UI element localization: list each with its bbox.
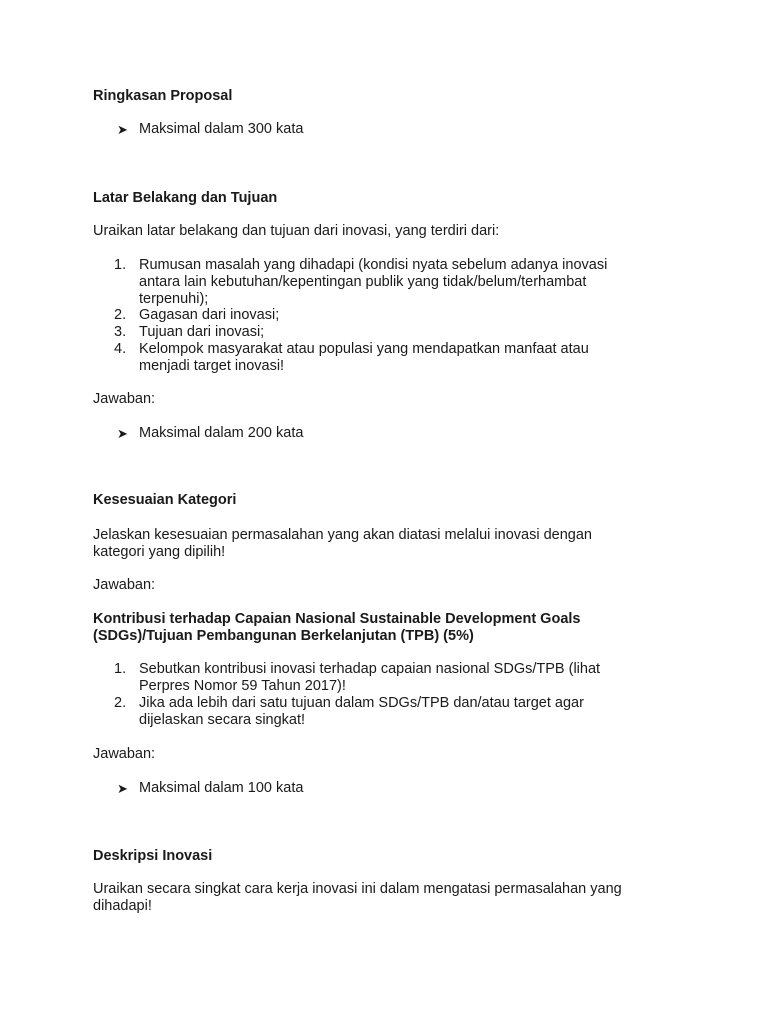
section-title-ringkasan-proposal: Ringkasan Proposal [93, 88, 233, 104]
list-item-line: dijelaskan secara singkat! [139, 712, 306, 728]
answer-label: Jawaban: [93, 746, 156, 762]
arrow-bullet-icon: ➤ [117, 426, 128, 441]
section-title-kesesuaian-kategori: Kesesuaian Kategori [93, 492, 237, 508]
list-item-line: Perpres Nomor 59 Tahun 2017)! [139, 678, 346, 694]
list-item-line: Jika ada lebih dari satu tujuan dalam SDGs/TPB dan/atau target agar [139, 695, 584, 711]
section-text-line: kategori yang dipilih! [93, 544, 226, 560]
list-item-line: menjadi target inovasi! [139, 358, 285, 374]
list-item-line: antara lain kebutuhan/kepentingan publik yang tidak/belum/terhambat [139, 274, 587, 290]
list-number: 1. [114, 661, 127, 677]
bullet-text: Maksimal dalam 300 kata [139, 121, 304, 137]
section-text-line: dihadapi! [93, 898, 152, 914]
list-item-line: Kelompok masyarakat atau populasi yang mendapatkan manfaat atau [139, 341, 589, 357]
list-number: 3. [114, 324, 127, 340]
list-number: 2. [114, 307, 127, 323]
section-title-kontribusi-line2: (SDGs)/Tujuan Pembangunan Berkelanjutan (TPB) (5%) [93, 628, 474, 644]
section-title-kontribusi-line1: Kontribusi terhadap Capaian Nasional Sustainable Development Goals [93, 611, 581, 627]
section-text-line: Uraikan secara singkat cara kerja inovasi ini dalam mengatasi permasalahan yang [93, 881, 622, 897]
list-item-line: Tujuan dari inovasi; [139, 324, 265, 340]
section-intro-text: Uraikan latar belakang dan tujuan dari inovasi, yang terdiri dari: [93, 223, 500, 239]
answer-label: Jawaban: [93, 577, 156, 593]
list-number: 4. [114, 341, 127, 357]
list-item-line: Rumusan masalah yang dihadapi (kondisi nyata sebelum adanya inovasi [139, 257, 608, 273]
list-item-line: terpenuhi); [139, 291, 209, 307]
bullet-text: Maksimal dalam 200 kata [139, 425, 304, 441]
list-item-line: Sebutkan kontribusi inovasi terhadap capaian nasional SDGs/TPB (lihat [139, 661, 601, 677]
list-number: 1. [114, 257, 127, 273]
arrow-bullet-icon: ➤ [117, 781, 128, 796]
section-text-line: Jelaskan kesesuaian permasalahan yang akan diatasi melalui inovasi dengan [93, 527, 592, 543]
list-number: 2. [114, 695, 127, 711]
list-item-line: Gagasan dari inovasi; [139, 307, 280, 323]
section-title-latar-belakang: Latar Belakang dan Tujuan [93, 190, 278, 206]
arrow-bullet-icon: ➤ [117, 122, 128, 137]
bullet-text: Maksimal dalam 100 kata [139, 780, 304, 796]
answer-label: Jawaban: [93, 391, 156, 407]
section-title-deskripsi-inovasi: Deskripsi Inovasi [93, 848, 213, 864]
